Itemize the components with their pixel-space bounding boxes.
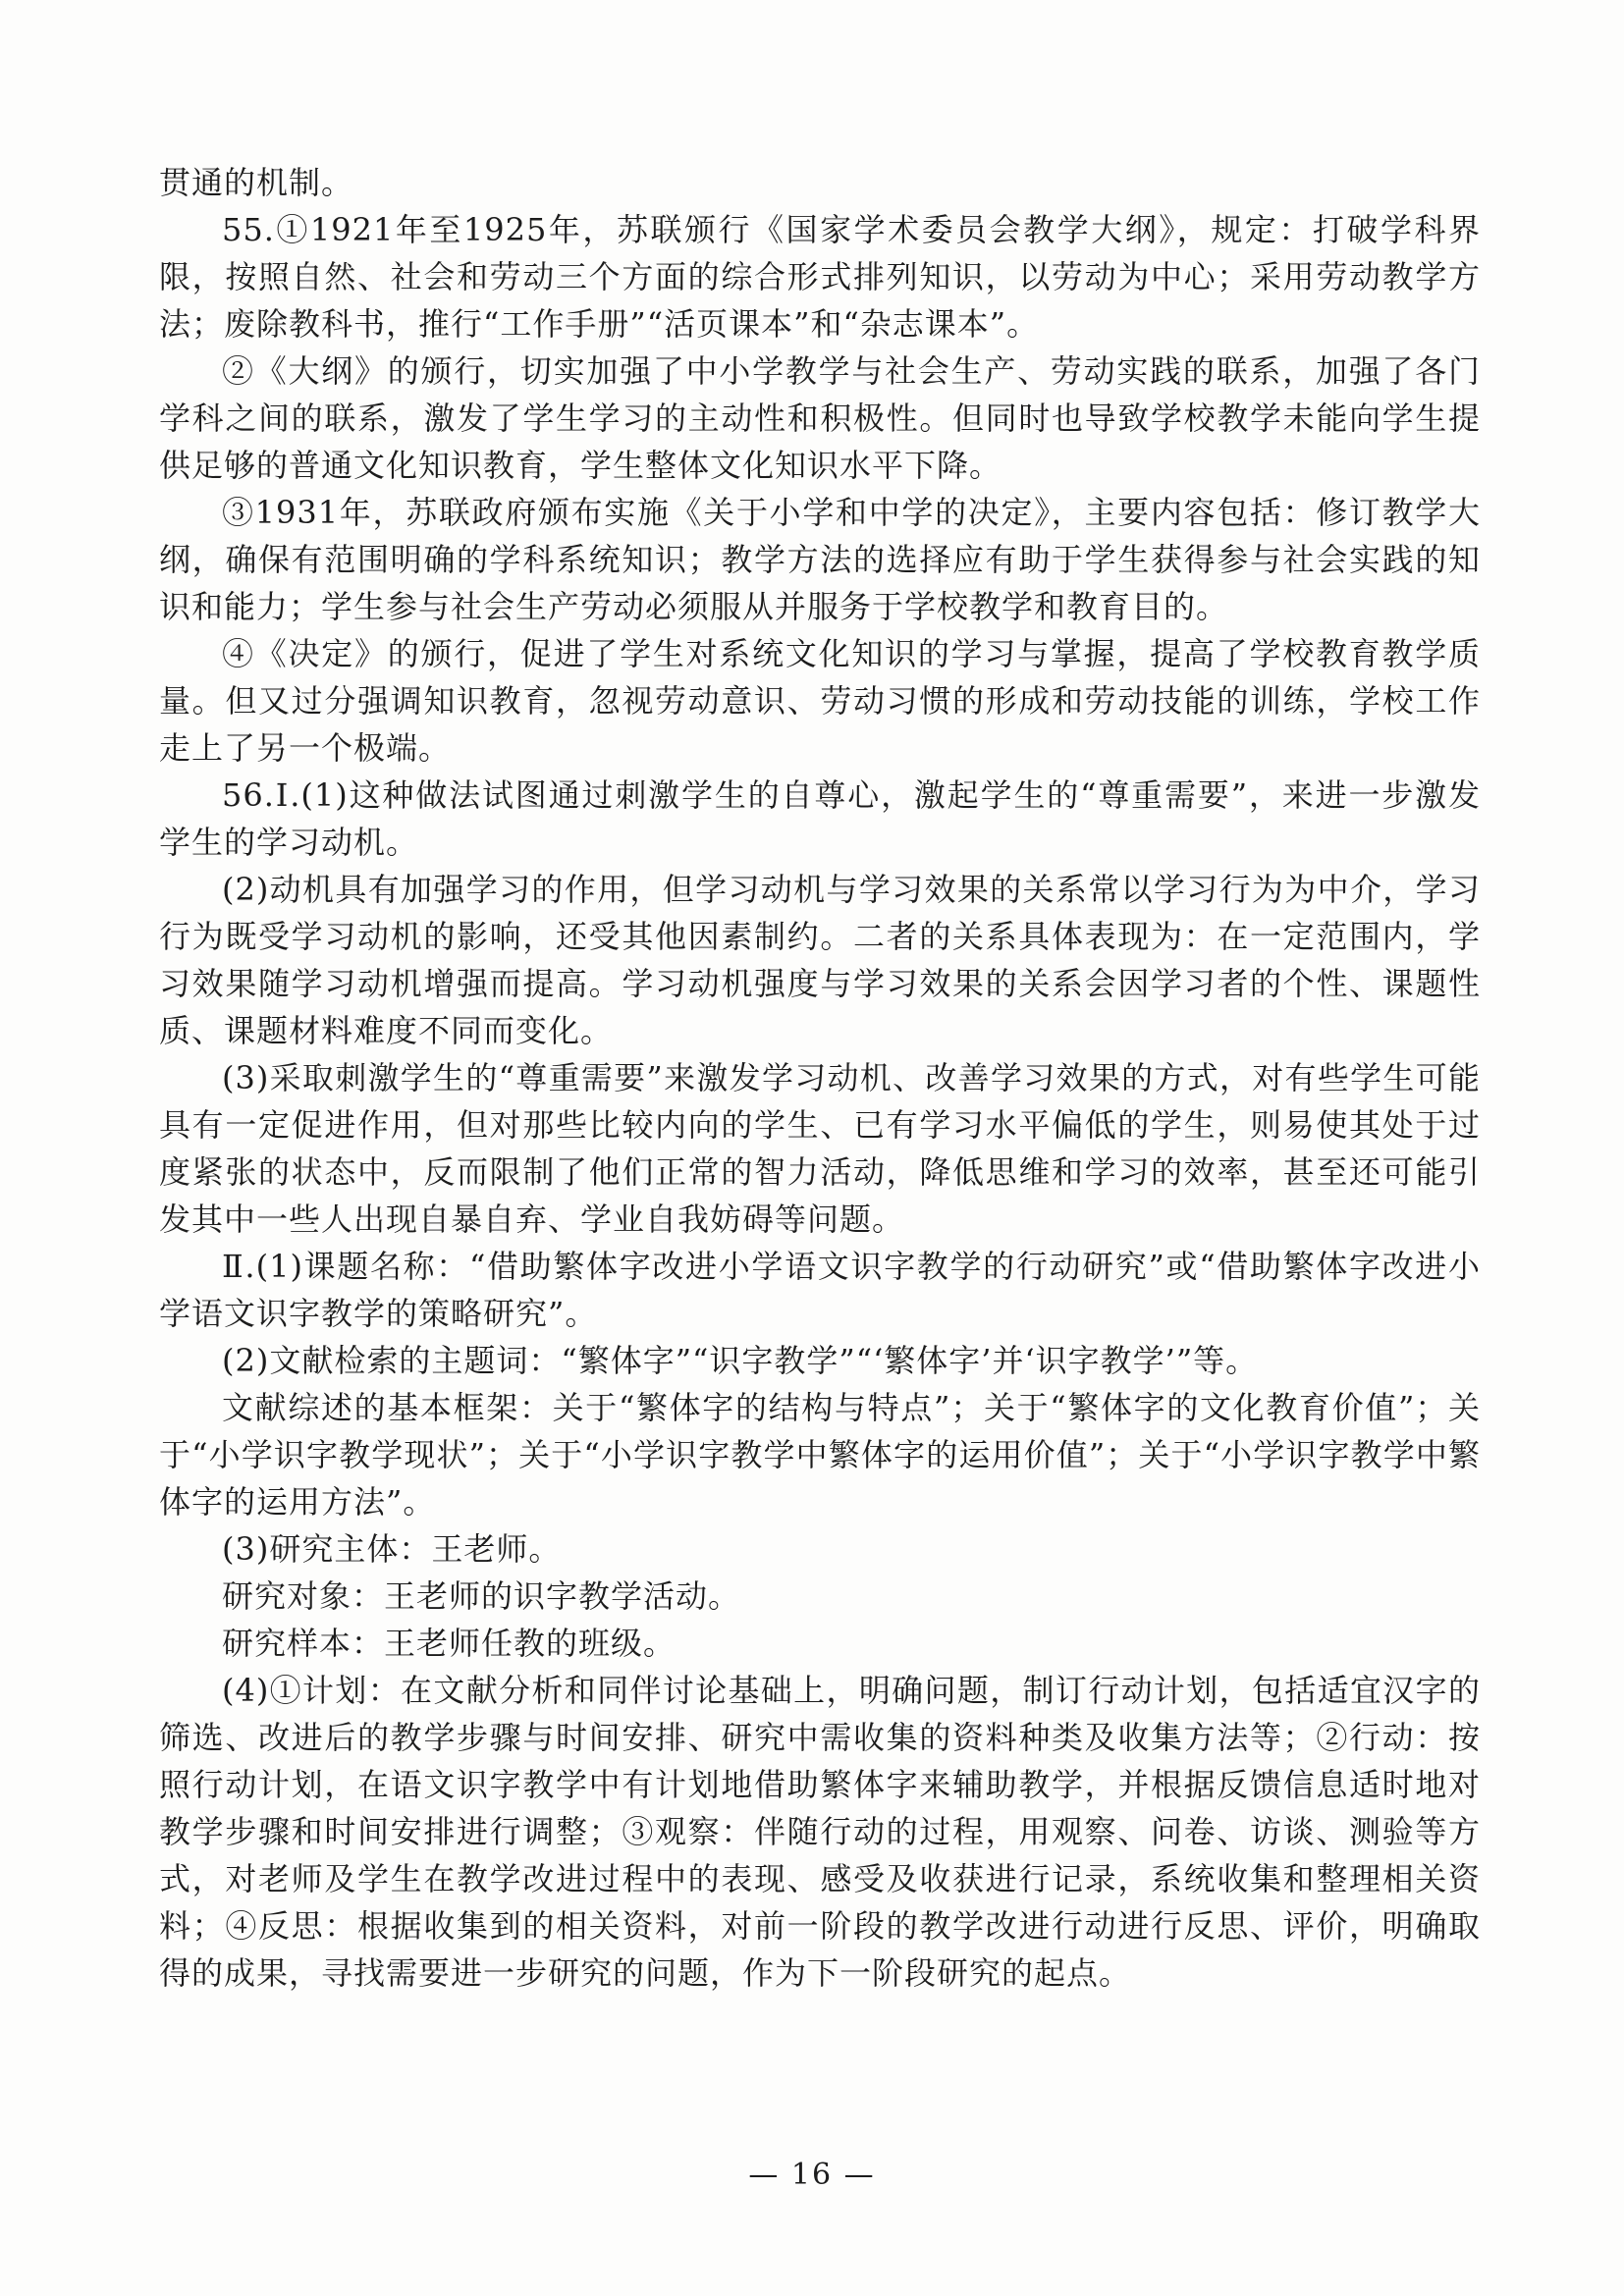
paragraph: (2)动机具有加强学习的作用，但学习动机与学习效果的关系常以学习行为为中介，学习行为既受学习动机的影响，还受其他因素制约。二者的关系具体表现为：在一定范围内，学习效果随学习动机增强而提高。学习动机强度与学习效果的关系会因学习者的个性、课题性质、课题材料难度不同而变化。: [159, 871, 1481, 1049]
paragraph: ④《决定》的颁行，促进了学生对系统文化知识的学习与掌握，提高了学校教育教学质量。但又过分强调知识教育，忽视劳动意识、劳动习惯的形成和劳动技能的训练，学校工作走上了另一个极端。: [159, 635, 1481, 767]
document-body: [159, 159, 1481, 1997]
paragraph: 文献综述的基本框架：关于“繁体字的结构与特点”；关于“繁体字的文化教育价值”；关于“小学识字教学现状”；关于“小学识字教学中繁体字的运用价值”；关于“小学识字教学中繁体字的运用方法”。: [159, 1389, 1481, 1521]
paragraph: (3)采取刺激学生的“尊重需要”来激发学习动机、改善学习效果的方式，对有些学生可能具有一定促进作用，但对那些比较内向的学生、已有学习水平偏低的学生，则易使其处于过度紧张的状态中，反而限制了他们正常的智力活动，降低思维和学习的效率，甚至还可能引发其中一些人出现自暴自弃、学业自我妨碍等问题。: [159, 1059, 1481, 1238]
paragraph: (4)①计划：在文献分析和同伴讨论基础上，明确问题，制订行动计划，包括适宜汉字的筛选、改进后的教学步骤与时间安排、研究中需收集的资料种类及收集方法等；②行动：按照行动计划，在语文识字教学中有计划地借助繁体字来辅助教学，并根据反馈信息适时地对教学步骤和时间安排进行调整；③观察：伴随行动的过程，用观察、问卷、访谈、测验等方式，对老师及学生在教学改进过程中的表现、感受及收获进行记录，系统收集和整理相关资料；④反思：根据收集到的相关资料，对前一阶段的教学改进行动进行反思、评价，明确取得的成果，寻找需要进一步研究的问题，作为下一阶段研究的起点。: [159, 1672, 1481, 1992]
paragraph: ③1931年，苏联政府颁布实施《关于小学和中学的决定》，主要内容包括：修订教学大纲，确保有范围明确的学科系统知识；教学方法的选择应有助于学生获得参与社会实践的知识和能力；学生参与社会生产劳动必须服从并服务于学校教学和教育目的。: [159, 494, 1481, 625]
paragraph: 55.①1921年至1925年，苏联颁行《国家学术委员会教学大纲》，规定：打破学科界限，按照自然、社会和劳动三个方面的综合形式排列知识，以劳动为中心；采用劳动教学方法；废除教科书，推行“工作手册”“活页课本”和“杂志课本”。: [159, 211, 1481, 343]
paragraph: (2)文献检索的主题词：“繁体字”“识字教学”“‘繁体字’并‘识字教学’”等。: [222, 1342, 1259, 1379]
paragraph: 研究样本：王老师任教的班级。: [222, 1625, 677, 1662]
paragraph: (3)研究主体：王老师。: [222, 1530, 562, 1568]
paragraph: Ⅱ.(1)课题名称：“借助繁体字改进小学语文识字教学的行动研究”或“借助繁体字改进小学语文识字教学的策略研究”。: [159, 1248, 1481, 1332]
paragraph: ②《大纲》的颁行，切实加强了中小学教学与社会生产、劳动实践的联系，加强了各门学科之间的联系，激发了学生学习的主动性和积极性。但同时也导致学校教学未能向学生提供足够的普通文化知识教育，学生整体文化知识水平下降。: [159, 352, 1481, 484]
paragraph: 56.Ⅰ.(1)这种做法试图通过刺激学生的自尊心，激起学生的“尊重需要”，来进一步激发学生的学习动机。: [159, 776, 1481, 861]
paragraph: 贯通的机制。: [159, 164, 354, 201]
paragraph: 研究对象：王老师的识字教学活动。: [222, 1577, 741, 1615]
page-number: — 16 —: [748, 2158, 876, 2192]
